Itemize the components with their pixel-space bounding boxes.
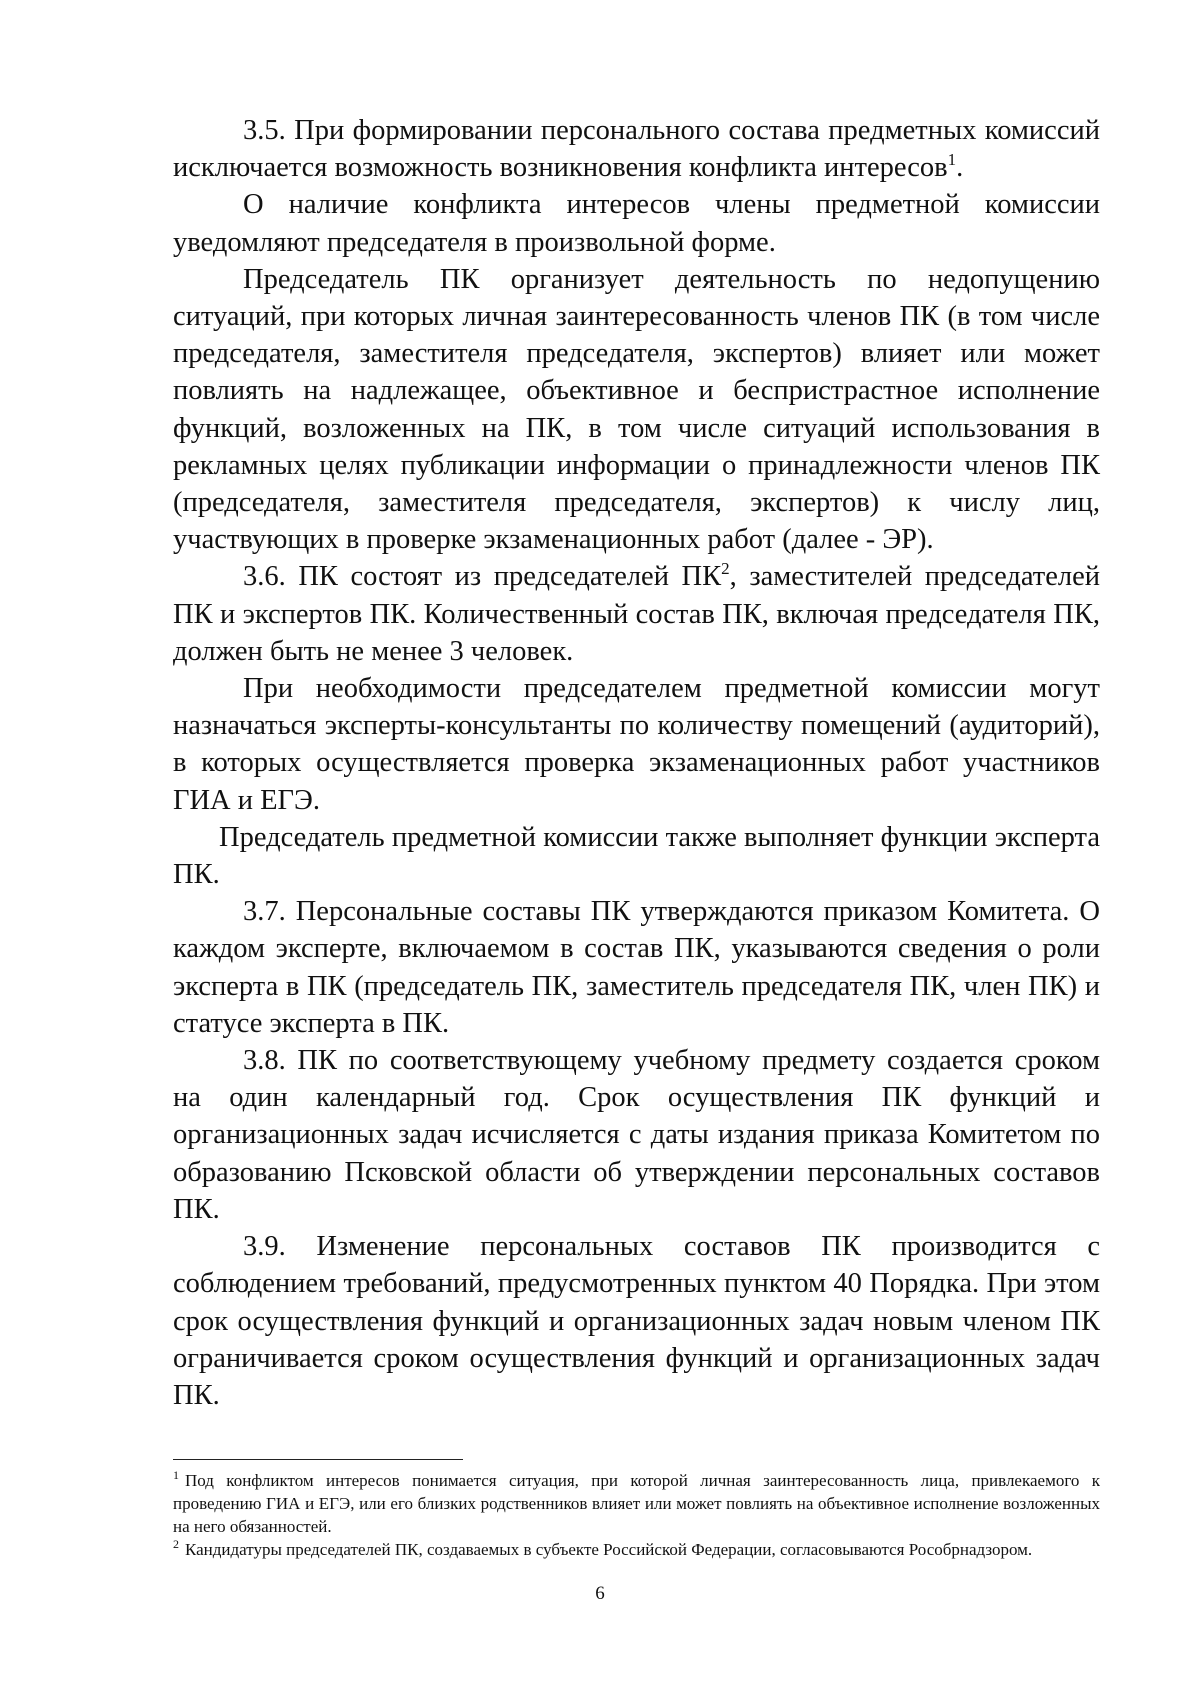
paragraph-text: Председатель ПК организует деятельность по недопущению ситуаций, при которых личная заинтересованность членов ПК (в том числе председателя, заместителя председателя, экспертов) влияет или может повлиять на надлежащее, объективное и беспристрастное исполнение функций, возложенных на ПК, в том числе ситуаций использования в рекламных целях публикации информации о принадлежности членов ПК (председателя, заместителя председателя, экспертов) к числу лиц, участвующих в проверке экзаменационных работ (далее - ЭР).	[173, 263, 1100, 556]
footnote-2	[173, 1538, 1100, 1561]
footnote-text: Кандидатуры председателей ПК, создаваемых в субъекте Российской Федерации, согласовываются Рособрнадзором.	[185, 1540, 1033, 1559]
footnote-separator	[173, 1459, 463, 1460]
paragraph-3-9	[173, 1228, 1100, 1414]
paragraph-chairman-expert	[173, 819, 1100, 893]
document-body	[173, 112, 1100, 1414]
paragraph-text: 3.6. ПК состоят из председателей ПК	[243, 561, 722, 593]
paragraph-text: О наличие конфликта интересов члены предметной комиссии уведомляют председателя в произвольной форме.	[173, 189, 1100, 258]
paragraph-text: 3.7. Персональные составы ПК утверждаются приказом Комитета. О каждом эксперте, включаемом в состав ПК, указываются сведения о роли эксперта в ПК (председатель ПК, заместитель председателя ПК, член ПК) и статусе эксперта в ПК.	[173, 896, 1100, 1039]
paragraph-text-tail: , заместителей председателей ПК и экспертов ПК. Количественный состав ПК, включая председателя ПК, должен быть не менее 3 человек.	[173, 561, 1100, 667]
paragraph-chairman-duties	[173, 261, 1100, 559]
footnote-mark: 1	[173, 1468, 179, 1482]
paragraph-text: 3.5. При формировании персонального состава предметных комиссий исключается возможность возникновения конфликта интересов	[173, 115, 1100, 184]
paragraph-consultants	[173, 670, 1100, 819]
paragraph-3-6	[173, 558, 1100, 670]
paragraph-text: Председатель предметной комиссии также выполняет функции эксперта ПК.	[173, 821, 1100, 891]
footnote-1	[173, 1469, 1100, 1538]
paragraph-text: При необходимости председателем предметной комиссии могут назначаться эксперты-консультанты по количеству помещений (аудиторий), в которых осуществляется проверка экзаменационных работ участников ГИА и ЕГЭ.	[173, 673, 1100, 816]
paragraph-conflict-notice	[173, 186, 1100, 260]
paragraph-3-8	[173, 1042, 1100, 1228]
page-number: 6	[595, 1583, 605, 1604]
footnote-ref-2[interactable]: 2	[721, 559, 730, 579]
paragraph-text-tail: .	[956, 152, 964, 184]
paragraph-3-5	[173, 112, 1100, 186]
footnote-text: Под конфликтом интересов понимается ситуация, при которой личная заинтересованность лица, привлекаемого к проведению ГИА и ЕГЭ, или его близких родственников влияет или может повлиять на объективное исполнение возложенных на него обязанностей.	[173, 1471, 1100, 1536]
paragraph-text: 3.9. Изменение персональных составов ПК производится с соблюдением требований, предусмотренных пунктом 40 Порядка. При этом срок осуществления функций и организационных задач новым членом ПК ограничивается сроком осуществления функций и организационных задач ПК.	[173, 1231, 1100, 1411]
paragraph-text: 3.8. ПК по соответствующему учебному предмету создается сроком на один календарный год. Срок осуществления ПК функций и организационных задач исчисляется с даты издания приказа Комитетом по образованию Псковской области об утверждении персональных составов ПК.	[173, 1045, 1100, 1225]
paragraph-3-7	[173, 893, 1100, 1042]
footnotes	[173, 1469, 1100, 1561]
footnote-ref-1[interactable]: 1	[947, 150, 957, 170]
footnote-mark: 2	[173, 1537, 179, 1551]
